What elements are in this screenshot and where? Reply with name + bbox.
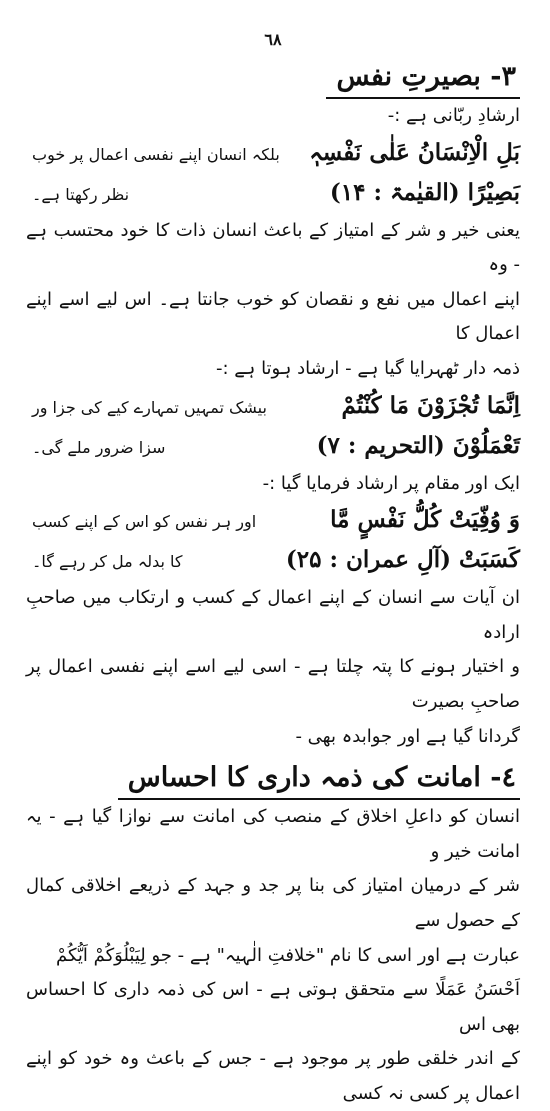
paragraph-line: یعنی خیر و شر کے امتیاز کے باعث انسان ذات کا خود محتسب ہے - وہ <box>26 219 520 276</box>
paragraph-line: شر کے درمیان امتیاز کی بنا پر جد و جہد کے ذریعے اخلاقی کمال کے حصول سے <box>26 875 520 931</box>
section-3-heading: ٣- بصیرتِ نفس <box>26 55 520 99</box>
verse-line-5 <box>26 501 520 541</box>
paragraph-line: انسان کو داعلِ اخلاق کے منصب کی امانت سے نوازا گیا ہے - یہ امانت خیر و <box>26 806 520 862</box>
arabic-verse: كَسَبَتْ (آلِ عمران : ۲۵) <box>285 546 520 574</box>
verse-translation: بیشک تمہیں تمہارے کیے کی جزا ور <box>32 397 267 417</box>
paragraph-line: ذمہ دار ٹھہرایا گیا ہے - ارشاد ہوتا ہے :- <box>215 357 520 379</box>
verse-line-2 <box>26 174 520 214</box>
verse-translation: بلکہ انسان اپنے نفسی اعمال پر خوب <box>32 144 280 164</box>
arabic-verse: وَ وُفِّيَتْ كُلُّ نَفْسٍ مَّا <box>330 506 520 534</box>
verse-translation: اور ہر نفس کو اس کے اپنے کسب <box>32 512 257 532</box>
verse-translation: کا بدلہ مل کر رہے گا۔ <box>32 552 183 572</box>
paragraph-line: عبارت ہے اور اسی کا نام "خلافتِ الٰہیہ" ہے - جو لِيَبْلُوَكُمْ اَيُّكُمْ <box>55 944 520 966</box>
section-4-heading: ٤- امانت کی ذمہ داری کا احساس <box>26 756 520 800</box>
paragraph-line: ایک اور مقام پر ارشاد فرمایا گیا :- <box>262 472 520 494</box>
page-number: ٦٨ <box>264 30 282 49</box>
paragraph-line: اَحْسَنُ عَمَلًا سے متحقق ہوتی ہے - اس کی ذمہ داری کا احساس بھی اس <box>26 979 520 1035</box>
section-3-intro: ارشادِ ربّانی ہے :- <box>387 105 520 126</box>
verse-line-6 <box>26 541 520 581</box>
arabic-verse: بَصِیْرًا (القیٰمۃ : ۱۴) <box>329 178 520 206</box>
paragraph-line: گردانا گیا ہے اور جوابدہ بھی - <box>295 725 520 747</box>
paragraph-line: و اختیار ہونے کا پتہ چلتا ہے - اسی لیے اسے اپنے نفسی اعمال پر صاحبِ بصیرت <box>26 656 520 712</box>
arabic-verse: تَعْمَلُوْنَ (التحریم : ۷) <box>316 431 520 459</box>
verse-line-3 <box>26 387 520 427</box>
paragraph-line: اپنے اعمال میں نفع و نقصان کو خوب جانتا ہے۔ اس لیے اسے اپنے اعمال کا <box>26 288 520 345</box>
paragraph-line: کے اندر خلقی طور پر موجود ہے - جس کے باعث وہ خود کو اپنے اعمال پر کسی نہ کسی <box>26 1048 520 1104</box>
verse-line-1 <box>26 134 520 174</box>
arabic-verse: اِنَّمَا تُجْزَوْنَ مَا كُنْتُمْ <box>341 391 520 419</box>
verse-line-4 <box>26 427 520 467</box>
verse-translation: نظر رکھتا ہے۔ <box>32 184 130 204</box>
paragraph-line: ان آیات سے انسان کے اپنے اعمال کے کسب و ارتکاب میں صاحبِ ارادہ <box>26 587 520 643</box>
arabic-verse: بَلِ الْاِنْسَانُ عَلٰی نَفْسِہٖ <box>309 138 520 166</box>
verse-translation: سزا ضرور ملے گی۔ <box>32 437 166 457</box>
